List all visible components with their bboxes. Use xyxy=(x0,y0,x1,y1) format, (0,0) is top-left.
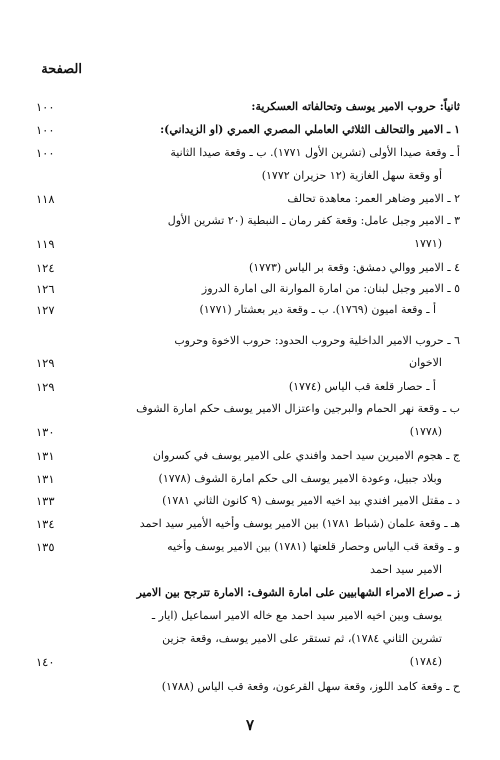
entry-page: ١٤٠ xyxy=(36,655,55,669)
entry-text: هـ ـ وقعة علمان (شباط ١٧٨١) بين الامير يوسف وأخيه الأمير سيد احمد xyxy=(139,517,460,530)
entry-text: أ ـ حصار قلعة قب الياس (١٧٧٤) xyxy=(288,380,436,393)
entry-text: الاخوان xyxy=(409,356,442,369)
entry-page: ١٢٩ xyxy=(36,356,55,370)
entry-text: ج ـ هجوم الاميرين سيد احمد وافندي على الامير يوسف في كسروان xyxy=(152,449,460,462)
entry-page: ١٢٦ xyxy=(36,282,55,296)
entry-text: ب ـ وقعة نهر الحمام والبرجين واعتزال الامير يوسف حكم امارة الشوف xyxy=(136,402,460,415)
entry-page: ١٢٤ xyxy=(36,261,55,275)
entry-text: أ ـ وقعة صيدا الأولى (تشرين الأول ١٧٧١). ب ـ وقعة صيدا الثانية xyxy=(170,146,460,159)
entry-page: ١٣٠ xyxy=(36,425,55,439)
entry-text: و ـ وقعة قب الياس وحصار قلعتها (١٧٨١) بين الامير يوسف وأخيه xyxy=(167,540,460,553)
entry-page: ١٢٧ xyxy=(36,303,55,317)
entry-text: ٦ ـ حروب الامير الداخلية وحروب الحدود: حروب الاخوة وحروب xyxy=(174,334,460,347)
entry-text: ثانياً: حروب الامير يوسف وتحالفاته العسكرية: xyxy=(251,100,460,113)
entry-text-segment: ز ـ صراع الامراء الشهابيين على امارة الشوف: الامارة تترجح بين الامير xyxy=(136,586,460,599)
entry-text: ٣ ـ الامير وجبل عامل: وقعة كفر رمان ـ النبطية (٢٠ تشرين الأول xyxy=(167,214,460,227)
entry-text: ٥ ـ الامير وجبل لبنان: من امارة الموارنة الى امارة الدروز xyxy=(201,282,460,295)
entry-text: د ـ مقتل الامير افندي بيد اخيه الامير يوسف (٩ كانون الثاني ١٧٨١) xyxy=(162,494,460,507)
entry-page: ١٣٥ xyxy=(36,540,55,554)
entry-text: أ ـ وقعة اميون (١٧٦٩). ب ـ وقعة دير بعشتار (١٧٧١) xyxy=(199,303,436,316)
page-column-header: الصفحة xyxy=(41,62,82,77)
entry-text: ١ ـ الامير والتحالف الثلاثي العاملي المصري العمري (او الزيداني): xyxy=(160,123,460,136)
entry-page: ١١٩ xyxy=(36,237,55,251)
entry-text xyxy=(137,586,460,600)
entry-page: ١٠٠ xyxy=(36,146,55,160)
entry-page: ١١٨ xyxy=(36,192,55,206)
entry-page: ١٣١ xyxy=(36,472,55,486)
entry-text: ح ـ وقعة كامد اللوز، وقعة سهل القرعون، وقعة قب الياس (١٧٨٨) xyxy=(161,680,460,693)
entry-text: تشرين الثاني ١٧٨٤)، ثم تستقر على الامير يوسف، وقعة جزين xyxy=(162,632,442,645)
entry-page: ١٠٠ xyxy=(36,100,55,114)
entry-text: (١٧٨٤) xyxy=(409,655,442,668)
entry-page: ١٣١ xyxy=(36,449,55,463)
entry-page: ١٢٩ xyxy=(36,380,55,394)
page-number: ٧ xyxy=(245,716,255,734)
entry-page: ١٣٣ xyxy=(36,494,55,508)
entry-text: وبلاد جبيل، وعودة الامير يوسف الى حكم امارة الشوف (١٧٧٨) xyxy=(158,472,442,485)
entry-text: (١٧٧٨) xyxy=(409,425,442,438)
entry-text: ٤ ـ الامير ووالي دمشق: وقعة بر الياس (١٧٧٣) xyxy=(248,261,460,274)
entry-text: أو وقعة سهل الغازية (١٢ حزيران ١٧٧٢) xyxy=(261,169,442,182)
entry-text: الامير سيد احمد xyxy=(370,563,442,576)
entry-text: ٢ ـ الامير وضاهر العمر: معاهدة تحالف xyxy=(287,192,460,205)
entry-page: ١٠٠ xyxy=(36,123,55,137)
entry-page: ١٣٤ xyxy=(36,517,55,531)
entry-text: يوسف وبين اخيه الامير سيد احمد مع خاله الامير اسماعيل (ايار ـ xyxy=(151,609,442,622)
entry-text: (١٧٧١ xyxy=(414,237,442,250)
